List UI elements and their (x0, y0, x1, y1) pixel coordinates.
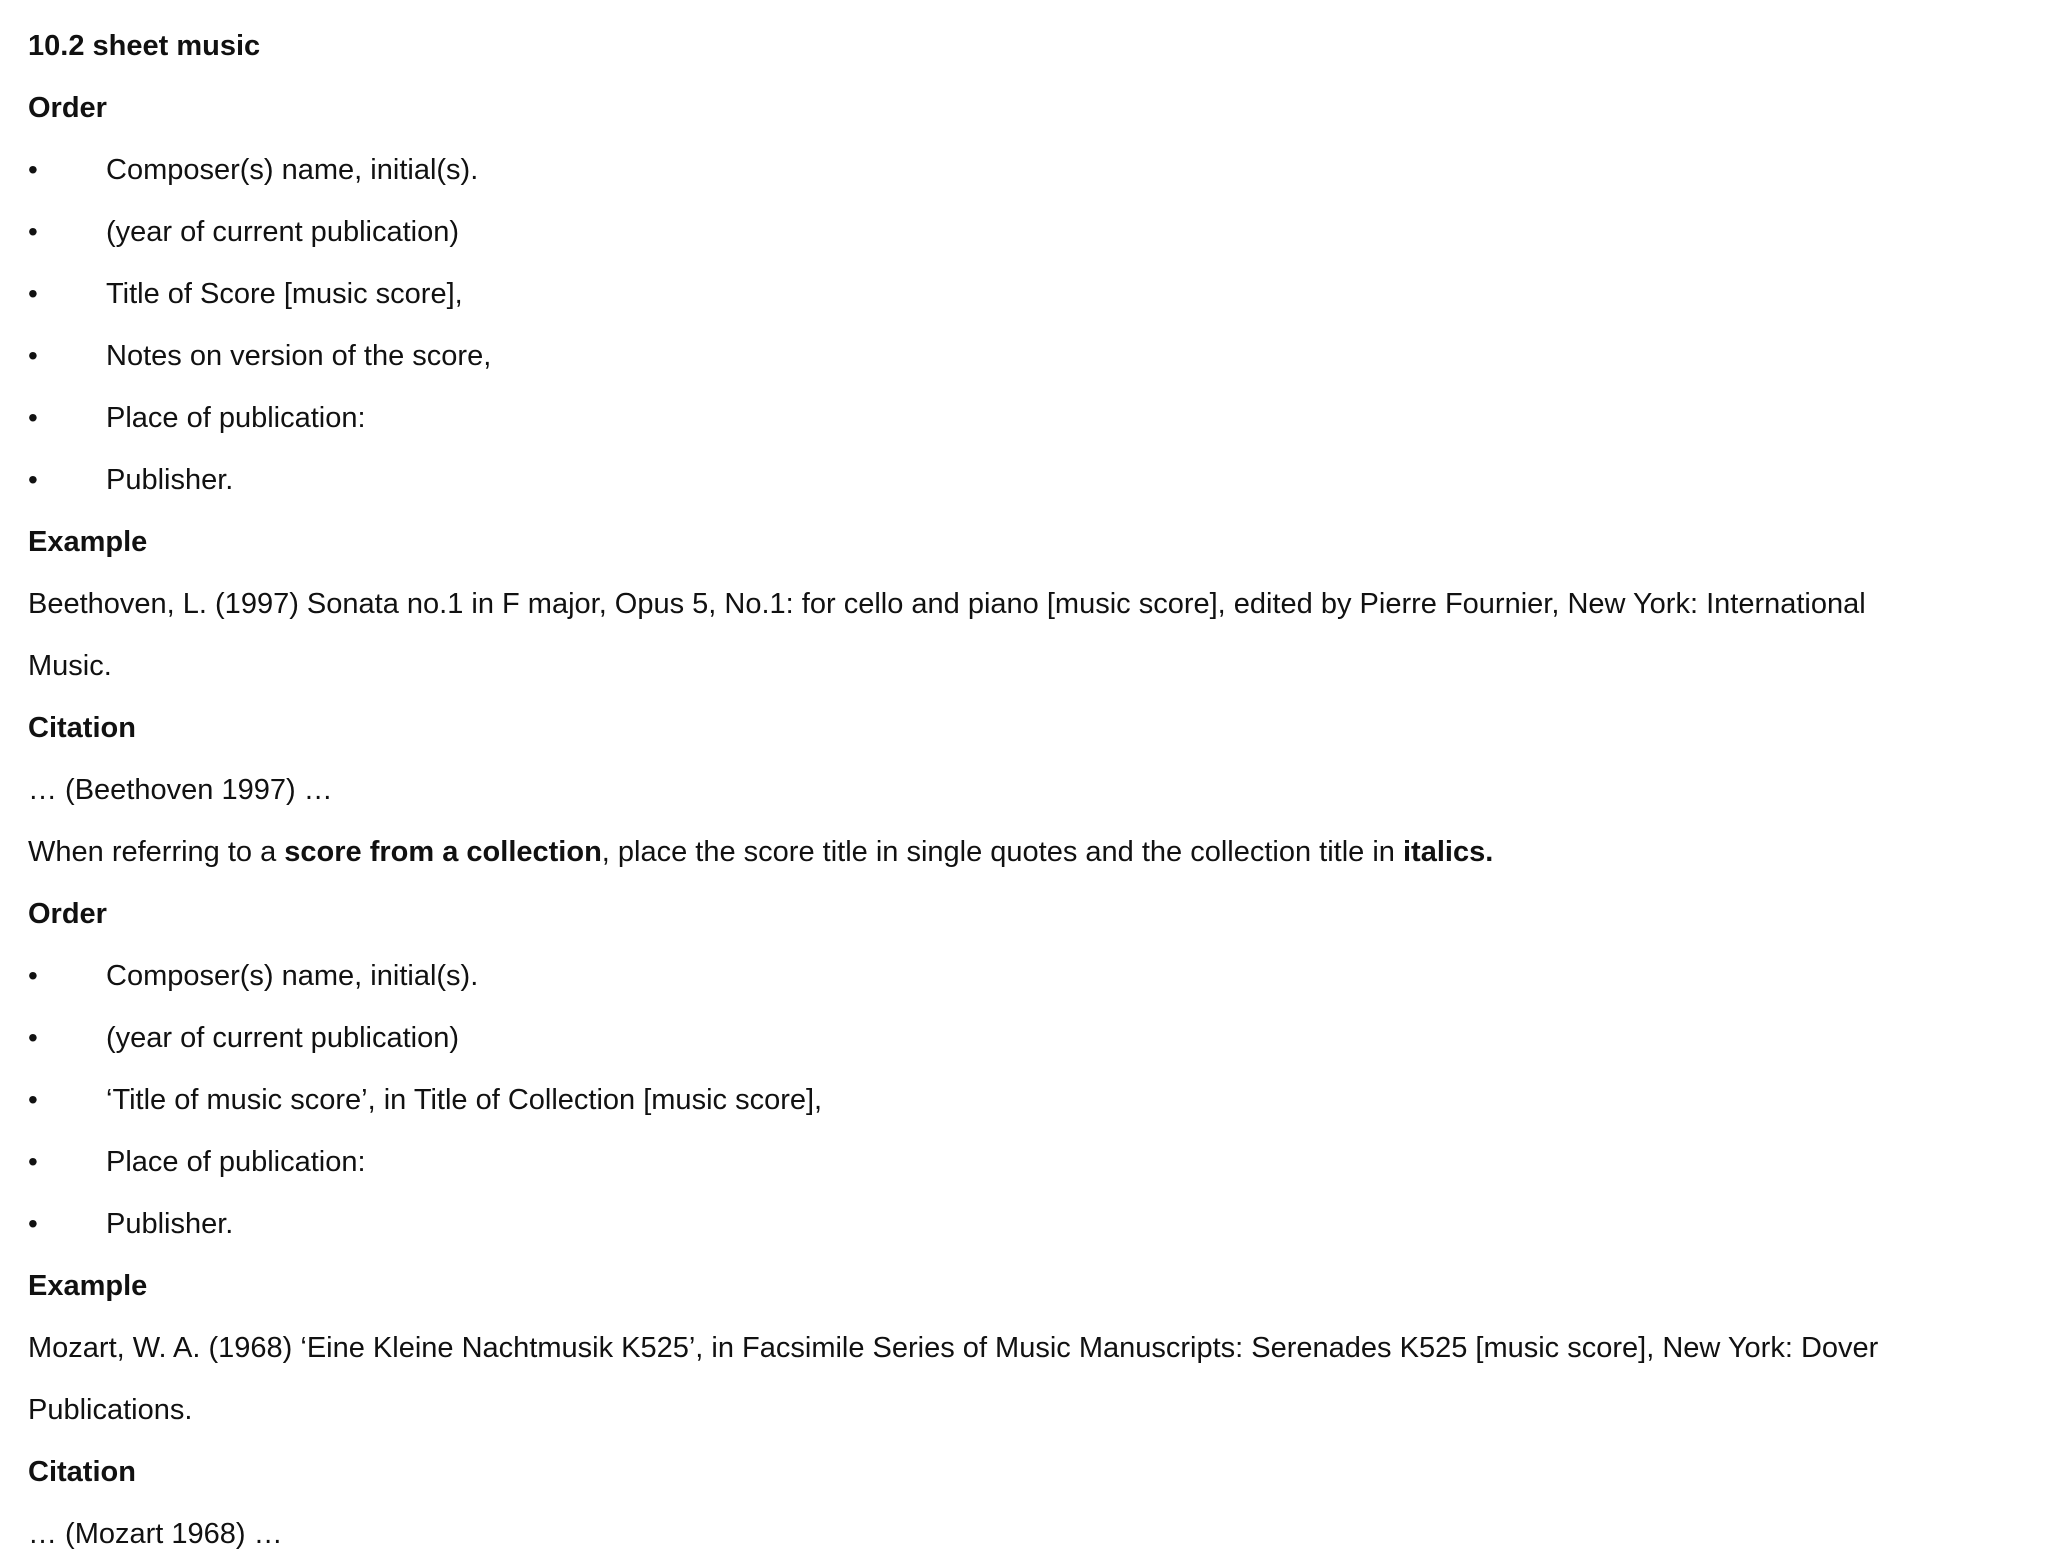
example-heading: Example (28, 526, 148, 558)
bullet-icon: • (28, 278, 38, 309)
citation-text: … (Beethoven 1997) … (28, 774, 333, 806)
order-heading: Order (28, 898, 107, 930)
bullet-icon: • (28, 1022, 38, 1053)
list-item-text: Place of publication: (106, 402, 366, 434)
list-item (28, 449, 2028, 511)
list-item (28, 1069, 2028, 1131)
list-item (28, 1131, 2028, 1193)
list-item (28, 201, 2028, 263)
collection-note (28, 821, 2028, 883)
bullet-icon: • (28, 960, 38, 991)
collection-note-text: When referring to a (28, 836, 285, 868)
collection-note-emphasis: score from a collection (284, 836, 602, 868)
bullet-icon: • (28, 464, 38, 495)
list-item-text: (year of current publication) (106, 1022, 459, 1054)
list-item-text: Place of publication: (106, 1146, 366, 1178)
bullet-icon: • (28, 1208, 38, 1239)
list-item-text: Publisher. (106, 1208, 234, 1240)
list-item (28, 139, 2028, 201)
list-item-text: Title of Score [music score], (106, 278, 463, 310)
order-heading: Order (28, 92, 107, 124)
list-item-text: (year of current publication) (106, 216, 459, 248)
bullet-icon: • (28, 340, 38, 371)
bullet-icon: • (28, 154, 38, 185)
collection-note-emphasis: italics. (1403, 836, 1494, 868)
list-item (28, 1007, 2028, 1069)
example-text: Mozart, W. A. (1968) ‘Eine Kleine Nachtmusik K525’, in Facsimile Series of Music Manuscripts: Serenades K525 [music score], New York: Dover (28, 1332, 1879, 1364)
bullet-icon: • (28, 216, 38, 247)
list-item (28, 945, 2028, 1007)
bullet-icon: • (28, 1146, 38, 1177)
section-heading: 10.2 sheet music (28, 30, 261, 62)
list-item-text: ‘Title of music score’, in Title of Collection [music score], (106, 1084, 823, 1116)
list-item (28, 263, 2028, 325)
list-item-text: Composer(s) name, initial(s). (106, 960, 479, 992)
bullet-icon: • (28, 1084, 38, 1115)
bullet-icon: • (28, 402, 38, 433)
citation-heading: Citation (28, 1456, 136, 1488)
list-item (28, 387, 2028, 449)
citation-heading: Citation (28, 712, 136, 744)
list-item-text: Publisher. (106, 464, 234, 496)
list-item-text: Notes on version of the score, (106, 340, 492, 372)
collection-note-text: , place the score title in single quotes and the collection title in (601, 836, 1403, 868)
example-text-continuation: Music. (28, 650, 112, 682)
citation-text: … (Mozart 1968) … (28, 1518, 283, 1550)
list-item-text: Composer(s) name, initial(s). (106, 154, 479, 186)
example-heading: Example (28, 1270, 148, 1302)
example-text: Beethoven, L. (1997) Sonata no.1 in F major, Opus 5, No.1: for cello and piano [music score], edited by Pierre Fournier, New York: International (28, 588, 1866, 620)
document-page (0, 15, 2048, 1551)
list-item (28, 325, 2028, 387)
list-item (28, 1193, 2028, 1255)
example-text-continuation: Publications. (28, 1394, 193, 1426)
